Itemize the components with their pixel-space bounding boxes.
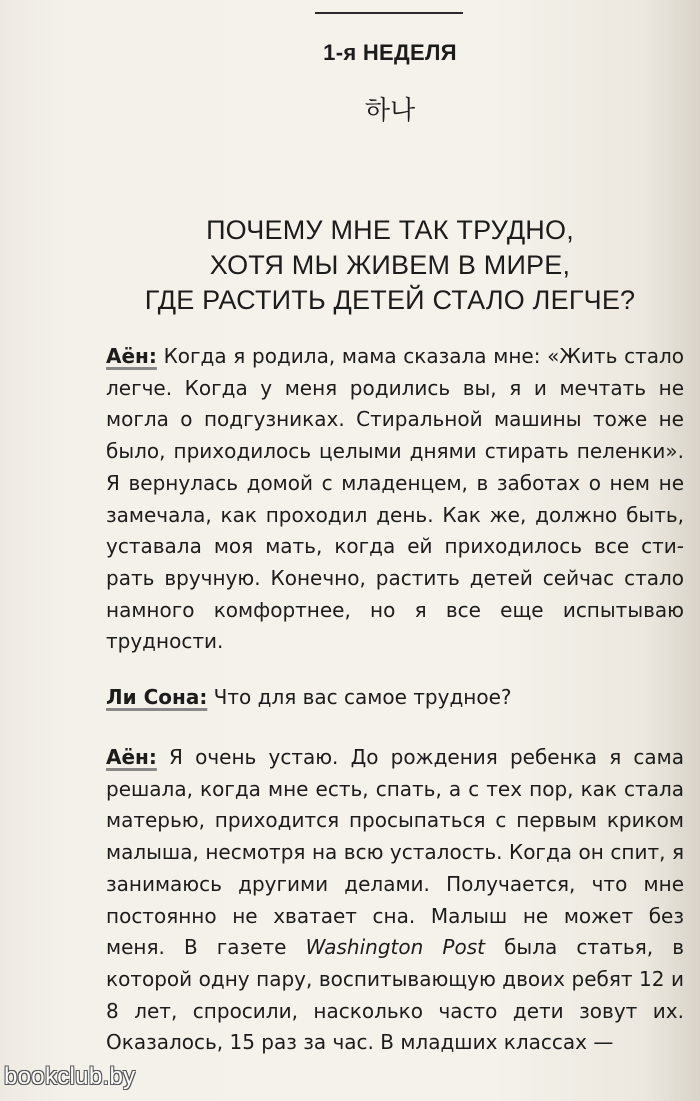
speaker-label: Аён: [106,745,157,769]
korean-subtitle: 하나 [364,96,416,126]
paragraph-text: Что для вас самое трудное? [207,685,512,709]
speaker-label: Аён: [106,344,157,368]
week-label: 1-я НЕДЕЛЯ [323,40,457,65]
speaker-label: Ли Сона: [106,685,208,709]
paragraph-text: была статья, в которой одну пару, воспитывающую двоих ребят 12 и 8 лет, спросили, насколько часто дети зовут их. Оказалось, 15 раз за час. В младших классах — [106,935,684,1055]
newspaper-name: Washington Post [305,935,485,960]
chapter-title [0,213,700,318]
dialogue-paragraph-2 [106,682,684,714]
chapter-title-line: ПОЧЕМУ МНЕ ТАК ТРУДНО, [206,215,574,245]
chapter-title-line: ХОТЯ МЫ ЖИВЕМ В МИРЕ, [209,250,571,280]
dialogue-paragraph-3 [106,742,684,1059]
dialogue-paragraph-1 [106,341,684,658]
paragraph-text: Я очень устаю. До рождения ребенка я сама решала, когда мне есть, спать, а с тех пор, как стала матерью, приходится просыпаться с первым криком малыша, несмотря на всю усталость. Когда он спит, я занимаюсь другими делами. Получается, что мне постоянно не хватает сна. Малыш не может без меня. В газете [106,745,684,960]
paragraph-text: Когда я родила, мама сказала мне: «Жить стало легче. Когда у меня родились вы, я и мечтать не могла о подгузниках. Стиральной машины тоже не было, приходилось целыми днями стирать пеленки». Я вернулась домой с младенцем, в заботах о нем не замечала, как проходил день. Как же, должно быть, уставала моя мать, когда ей приходилось все стирать вручную. Конечно, растить детей сейчас стало намного комфортнее, но я все еще испытываю трудности. [106,344,684,654]
top-rule [315,12,463,14]
watermark: bookclub.by [4,1063,136,1090]
chapter-title-line: ГДЕ РАСТИТЬ ДЕТЕЙ СТАЛО ЛЕГЧЕ? [144,285,636,315]
